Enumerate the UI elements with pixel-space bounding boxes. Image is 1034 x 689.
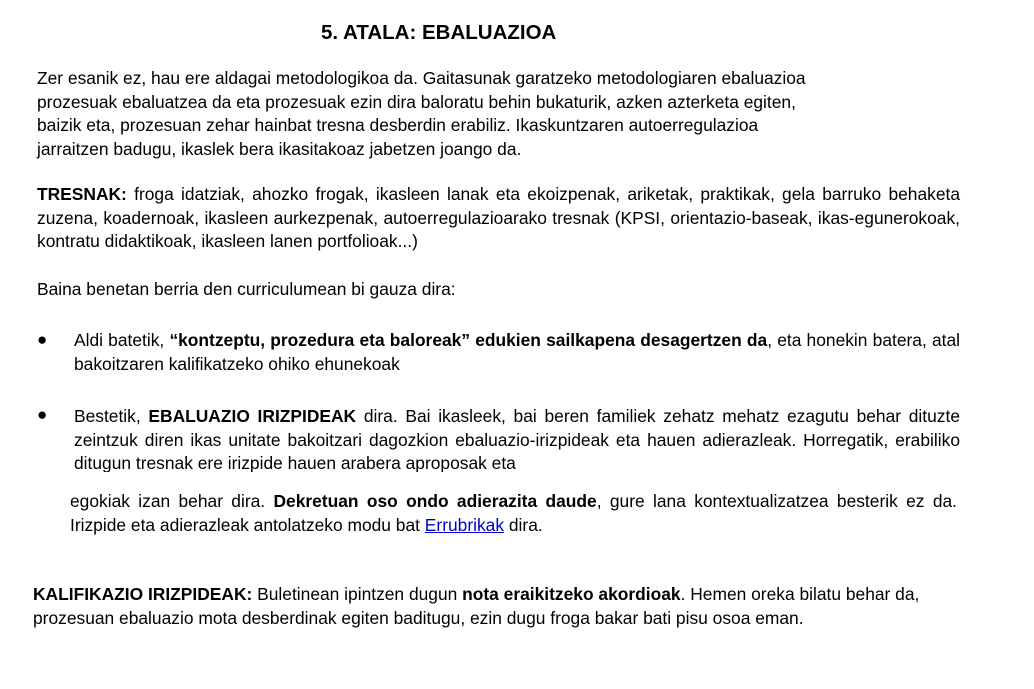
page-title: 5. ATALA: EBALUAZIOA	[321, 21, 557, 44]
bullet-marker: ●	[37, 330, 48, 349]
intro-line: jarraitzen badugu, ikaslek bera ikasitakoaz jabetzen joango da.	[37, 138, 522, 159]
tresnak-paragraph	[37, 183, 960, 254]
bullet-item-2: Bestetik, EBALUAZIO IRIZPIDEAK dira. Bai ikasleek, bai beren familiek zehatz mehatz ezagutu behar dituzte zeintzuk diren ikas unitate bakoitzari dagozkion ebaluazio-irizpideak eta hauen adierazleak. Horregatik, erabiliko ditugun tresnak ere irizpide hauen arabera aproposak eta	[74, 406, 960, 472]
intro-line: Zer esanik ez, hau ere aldagai metodologikoa da. Gaitasunak garatzeko metodologiaren ebaluazioa	[37, 68, 806, 88]
intro-line: baizik eta, prozesuan zehar hainbat tresna desberdin erabiliz. Ikaskuntzaren autoerregulazioa	[37, 115, 759, 136]
kalifikazio-label: KALIFIKAZIO IRIZPIDEAK:	[33, 584, 253, 604]
bullet-item-1: Aldi batetik, “kontzeptu, prozedura eta baloreak” edukien sailkapena desagertzen da, eta honekin batera, atal bakoitzaren kalifikatzeko ohiko ehunekoak	[74, 330, 961, 374]
tresnak-label: TRESNAK:	[37, 184, 127, 204]
continuation-paragraph: egokiak izan behar dira. Dekretuan oso ondo adierazita daude, gure lana kontextualizatzea besterik ez da. Irizpide eta adierazleak antolatzeko modu bat Errubrikak dira.	[70, 491, 957, 535]
tresnak-text: froga idatziak, ahozko frogak, ikasleen lanak eta ekoizpenak, ariketak, praktikak, gela barruko behaketa zuzena, koadernoak, ikasleen aurkezpenak, autoerregulazioarako tresnak (KPSI, orientazio-baseak, ikas-egunerokoak, kontratu didaktikoak, ikasleen lanen portfolioak...)	[37, 184, 960, 252]
errubrikak-link[interactable]: Errubrikak	[424, 514, 505, 535]
intro-paragraph	[37, 67, 977, 161]
baina-paragraph: Baina benetan berria den curriculumean bi gauza dira:	[37, 279, 456, 299]
kalifikazio-paragraph: KALIFIKAZIO IRIZPIDEAK: Buletinean ipintzen dugun nota eraikitzeko akordioak. Hemen oreka bilatu behar da, prozesuan ebaluazio mota desberdinak egiten baditugu, ezin dugu froga bakar bati pisu osoa eman.	[33, 584, 920, 628]
bullet-marker: ●	[37, 405, 48, 424]
intro-line: prozesuak ebaluatzea da eta prozesuak ezin dira baloratu behin bukaturik, azken azterketa egiten,	[37, 91, 796, 112]
